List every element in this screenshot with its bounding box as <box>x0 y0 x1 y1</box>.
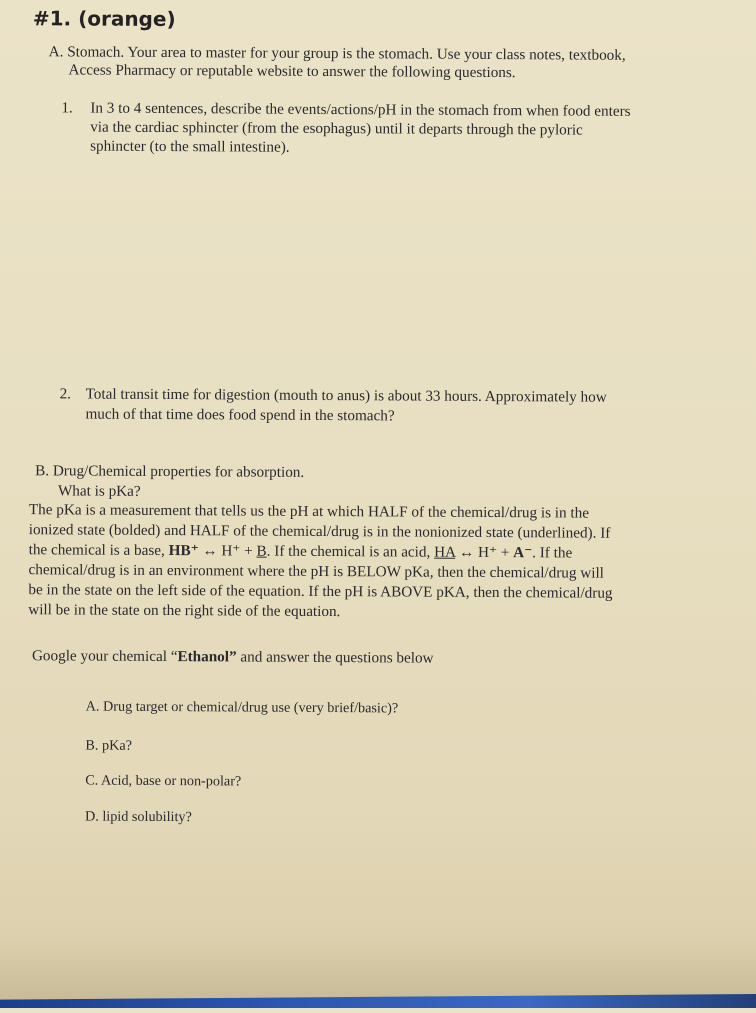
pka-paragraph-line5: be in the state on the left side of the equation. If the pH is ABOVE pKA, then the chemical/drug <box>28 581 613 602</box>
base-equilibrium: ↔ H⁺ + <box>198 542 257 560</box>
section-b-subheading: What is pKa? <box>57 482 141 500</box>
page-title: #1. (orange) <box>32 6 176 32</box>
pka-paragraph-line1: The pKa is a measurement that tells us the pH at which HALF of the chemical/drug is in the <box>28 501 590 522</box>
section-b-heading: B. Drug/Chemical properties for absorption. <box>35 462 305 481</box>
pka-paragraph-line4: chemical/drug is in an environment where the pH is BELOW pKa, then the chemical/drug will <box>28 561 604 582</box>
pka-line3-end: . If the <box>532 544 573 562</box>
acid-nonionized-form: HA <box>434 543 456 561</box>
google-instruction <box>32 646 434 668</box>
question-2-line1: Total transit time for digestion (mouth to anus) is about 33 hours. Approximately how <box>85 385 607 406</box>
acid-equilibrium: ↔ H⁺ + <box>455 543 514 562</box>
question-pka: B. pKa? <box>85 737 132 754</box>
question-drug-target: A. Drug target or chemical/drug use (very brief/basic)? <box>85 698 399 717</box>
base-ionized-form: HB⁺ <box>168 542 199 560</box>
pka-paragraph-line6: will be in the state on the right side of the equation. <box>28 601 341 621</box>
question-1-line3: sphincter (to the small intestine). <box>90 137 290 156</box>
acid-text: . If the chemical is an acid, <box>266 542 435 561</box>
google-instruction-suffix: and answer the questions below <box>236 648 434 667</box>
question-2-line2: much of that time does food spend in the stomach? <box>85 405 395 425</box>
google-instruction-prefix: Google your chemical “ <box>31 647 178 666</box>
question-1-number: 1. <box>61 99 73 117</box>
question-1-line2: via the cardiac sphincter (from the esophagus) until it departs through the pyloric <box>90 118 583 139</box>
acid-ionized-form: A⁻ <box>513 544 533 562</box>
question-2-number: 2. <box>59 385 72 403</box>
question-lipid-solubility: D. lipid solubility? <box>84 808 192 826</box>
chemical-name: Ethanol” <box>177 648 237 666</box>
section-a-intro-line2: Access Pharmacy or reputable website to answer the following questions. <box>68 61 516 82</box>
question-1-line1: In 3 to 4 sentences, describe the events/actions/pH in the stomach from when food enters <box>90 99 631 120</box>
base-text: the chemical is a base, <box>28 541 169 560</box>
question-acid-base: C. Acid, base or non-polar? <box>85 772 242 790</box>
section-a-intro-line1: A. Stomach. Your area to master for your group is the stomach. Use your class notes, textbook, <box>48 43 626 64</box>
base-nonionized-form: B <box>256 542 267 560</box>
pka-paragraph-line2: ionized state (bolded) and HALF of the chemical/drug is in the nonionized state (underlined). If <box>28 521 611 542</box>
